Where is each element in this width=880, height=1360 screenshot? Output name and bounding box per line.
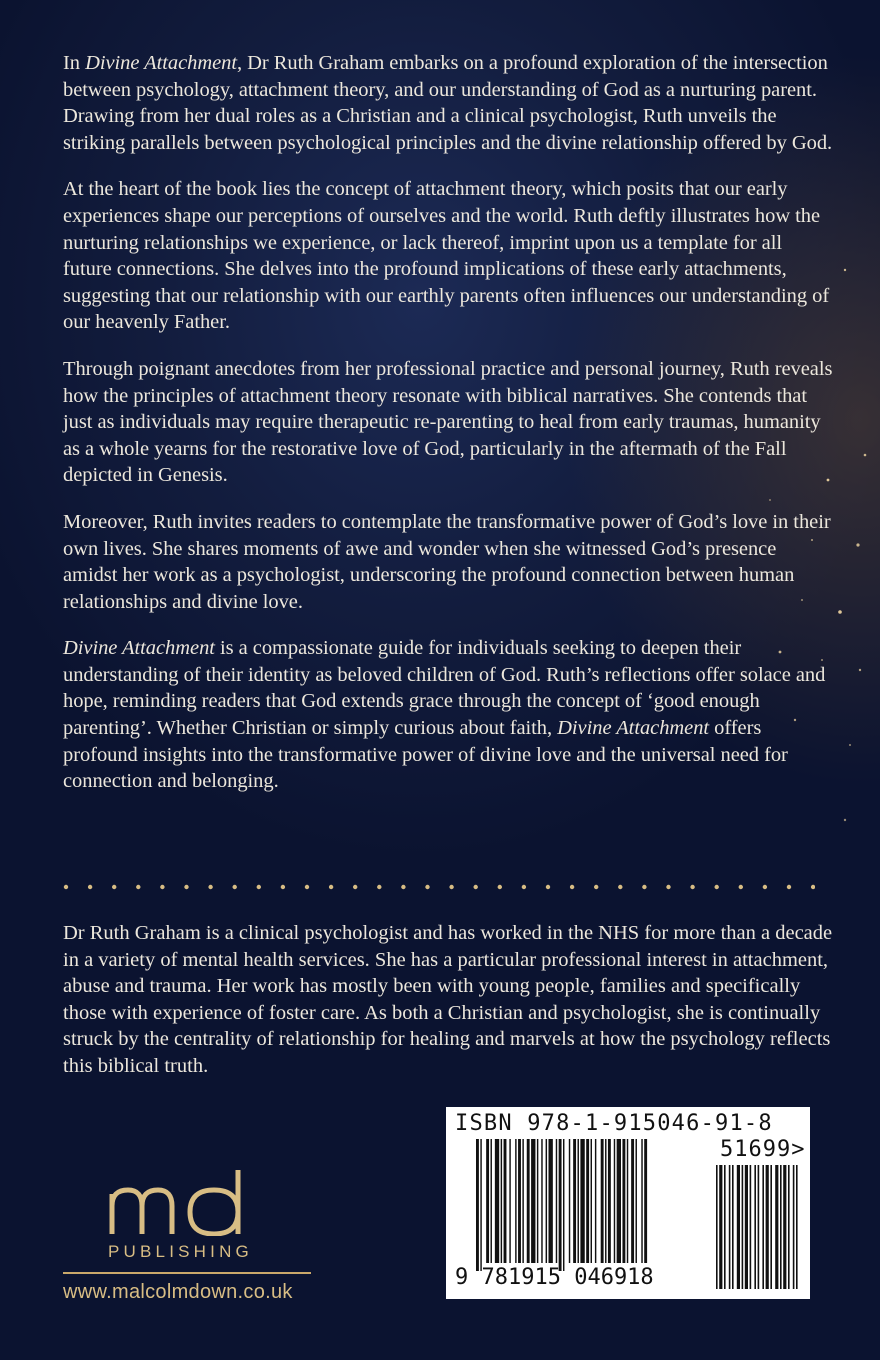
barcode-bar <box>546 1139 547 1263</box>
divider-dot <box>160 885 164 889</box>
divider-dot <box>522 885 526 889</box>
isbn-number: ISBN 978-1-915046-91-8 <box>455 1111 773 1136</box>
barcode-bar <box>631 1139 634 1263</box>
barcode-bar <box>644 1139 647 1263</box>
description-paragraph-2: At the heart of the book lies the concept of attachment theory, which posits that our early experiences shape our perceptions of ourselves and the world. Ruth deftly illustrates how the nurturing relationships we experience, or lack thereof, imprint upon us a template for all future connections. She delves into the profound implications of these early attachments, suggesting that our relationship with our earthly parents often influences our understanding of our heavenly Father. <box>63 178 830 334</box>
barcode-digits: 9 781915 046918 <box>455 1265 654 1290</box>
divider-dot <box>112 885 116 889</box>
barcode-addon-bar <box>770 1165 772 1289</box>
barcode-bar <box>527 1139 530 1263</box>
barcode-addon-bar <box>745 1165 748 1289</box>
divider-dot <box>305 885 309 889</box>
barcode-addon-bar <box>758 1165 760 1289</box>
divider-dot <box>136 885 140 889</box>
description-paragraph-1: In Divine Attachment, Dr Ruth Graham embarks on a profound exploration of the intersection between psychology, attachment theory, and our understanding of God as a nurturing parent. Drawing from her dual roles as a Christian and a clinical psychologist, Ruth unveils the striking parallels between psychological principles and the divine relationship offered by God. <box>63 52 833 154</box>
barcode-bar <box>605 1139 606 1263</box>
divider-dot <box>329 885 333 889</box>
barcode-addon-bar <box>775 1165 778 1289</box>
barcode-addon-bar <box>783 1165 786 1289</box>
barcode-bar <box>486 1139 489 1263</box>
divider-dot <box>594 885 598 889</box>
divider-dot <box>666 885 670 889</box>
divider-dot <box>763 885 767 889</box>
divider-dot <box>425 885 429 889</box>
barcode-addon-bar <box>732 1165 734 1289</box>
barcode-bar <box>480 1139 481 1271</box>
divider-dot <box>739 885 743 889</box>
barcode-addon-bar <box>724 1165 726 1289</box>
barcode-addon-bar <box>716 1165 718 1289</box>
barcode-addon-bar <box>719 1165 722 1289</box>
barcode-bar <box>601 1139 604 1263</box>
barcode-bar <box>476 1139 479 1271</box>
book-title-italic: Divine Attachment <box>85 52 237 74</box>
barcode-addon-bar <box>793 1165 795 1289</box>
barcode-bar <box>627 1139 628 1263</box>
divider-dot <box>546 885 550 889</box>
publisher-website: www.malcolmdown.co.uk <box>63 1281 293 1303</box>
barcode-bar <box>556 1139 557 1263</box>
divider-dot <box>715 885 719 889</box>
divider-dot <box>618 885 622 889</box>
divider-dot <box>787 885 791 889</box>
barcode-bar <box>563 1139 564 1271</box>
barcode-bar <box>531 1139 535 1263</box>
barcode-bar <box>595 1139 596 1263</box>
barcode-bar <box>586 1139 589 1263</box>
barcode-bar <box>509 1139 510 1263</box>
description-paragraph-3: Through poignant anecdotes from her professional practice and personal journey, Ruth reveals how the principles of attachment theory resonate with biblical narratives. She contends that just as individuals may require therapeutic re-parenting to heal from early traumas, humanity as a whole yearns for the restorative love of God, particularly in the aftermath of the Fall depicted in Genesis. <box>63 357 833 487</box>
barcode-bar <box>636 1139 637 1263</box>
barcode-bar <box>614 1139 615 1263</box>
divider-dot <box>642 885 646 889</box>
author-bio: Dr Ruth Graham is a clinical psychologist and has worked in the NHS for more than a decade in a variety of mental health services. She has a particular professional interest in attachment, abuse and trauma. Her work has mostly been with young people, families and specifically those with experience of foster care. As both a Christian and psychologist, she is continually struck by the centrality of relationship for healing and marvels at how the psychology reflects this biblical truth. <box>63 922 833 1077</box>
barcode-addon-bar <box>729 1165 731 1289</box>
barcode-bar <box>522 1139 523 1263</box>
description-paragraph-5: Divine Attachment is a compassionate guide for individuals seeking to deepen their understanding of their identity as beloved children of God. Ruth’s reflections offer solace and hope, reminding readers that God extends grace through the concept of ‘good enough parenting’. Whether Christian or simply curious about faith, Divine Attachment offers profound insights into the transformative power of divine love and the universal need for connection and belonging. <box>63 637 826 793</box>
barcode-bar <box>518 1139 521 1263</box>
divider-dot <box>257 885 261 889</box>
barcode-bar <box>641 1139 642 1263</box>
barcode-bar <box>580 1139 584 1263</box>
book-title-italic: Divine Attachment <box>557 717 710 740</box>
book-title-italic: Divine Attachment <box>63 637 215 660</box>
publisher-name: PUBLISHING <box>108 1242 253 1261</box>
barcode-bar <box>608 1139 611 1263</box>
barcode-addon-bar <box>754 1165 756 1289</box>
description-paragraph-4: Moreover, Ruth invites readers to contemplate the transformative power of God’s love in their own lives. She shares moments of awe and wonder when she witnessed God’s presence amidst her work as a psychologist, underscoring the profound connection between human relationships and divine love. <box>63 510 831 613</box>
divider-dot <box>233 885 237 889</box>
divider-dot <box>474 885 478 889</box>
divider-dot <box>281 885 285 889</box>
barcode-addon-bar <box>750 1165 752 1289</box>
divider-dot <box>811 885 815 889</box>
divider-dot <box>449 885 453 889</box>
barcode-bar <box>622 1139 625 1263</box>
price-code: 51699> <box>720 1137 806 1162</box>
barcode-bar <box>541 1139 542 1263</box>
barcode-addon-bar <box>796 1165 798 1289</box>
barcode-bar <box>501 1139 502 1263</box>
barcode-addon-bar <box>780 1165 782 1289</box>
barcode-bar <box>515 1139 516 1263</box>
barcode-bar <box>491 1139 492 1263</box>
barcode-bar <box>573 1139 576 1263</box>
divider-dot <box>353 885 357 889</box>
book-description <box>63 50 833 815</box>
barcode-bar <box>578 1139 579 1263</box>
divider-dot <box>498 885 502 889</box>
md-publishing-logo <box>108 1166 268 1236</box>
barcode-addon-bar <box>762 1165 764 1289</box>
barcode-bar <box>591 1139 592 1263</box>
barcode-bar <box>504 1139 507 1263</box>
logo-divider <box>63 1272 311 1274</box>
dotted-divider <box>63 877 815 897</box>
divider-dot <box>690 885 694 889</box>
isbn-barcode <box>446 1107 810 1299</box>
divider-dot <box>377 885 381 889</box>
barcode-addon-bar <box>737 1165 740 1289</box>
divider-dot <box>64 885 68 889</box>
divider-dot <box>184 885 188 889</box>
divider-dot <box>570 885 574 889</box>
barcode-addon-bar <box>742 1165 744 1289</box>
divider-dot <box>208 885 212 889</box>
barcode-bar <box>569 1139 570 1263</box>
barcode-addon-bar <box>788 1165 790 1289</box>
divider-dot <box>401 885 405 889</box>
barcode-bar <box>617 1139 621 1263</box>
barcode-bar <box>559 1139 562 1271</box>
barcode-addon-bar <box>766 1165 769 1289</box>
barcode-bar <box>495 1139 499 1263</box>
barcode-bar <box>537 1139 538 1263</box>
divider-dot <box>88 885 92 889</box>
barcode-bar <box>549 1139 553 1263</box>
